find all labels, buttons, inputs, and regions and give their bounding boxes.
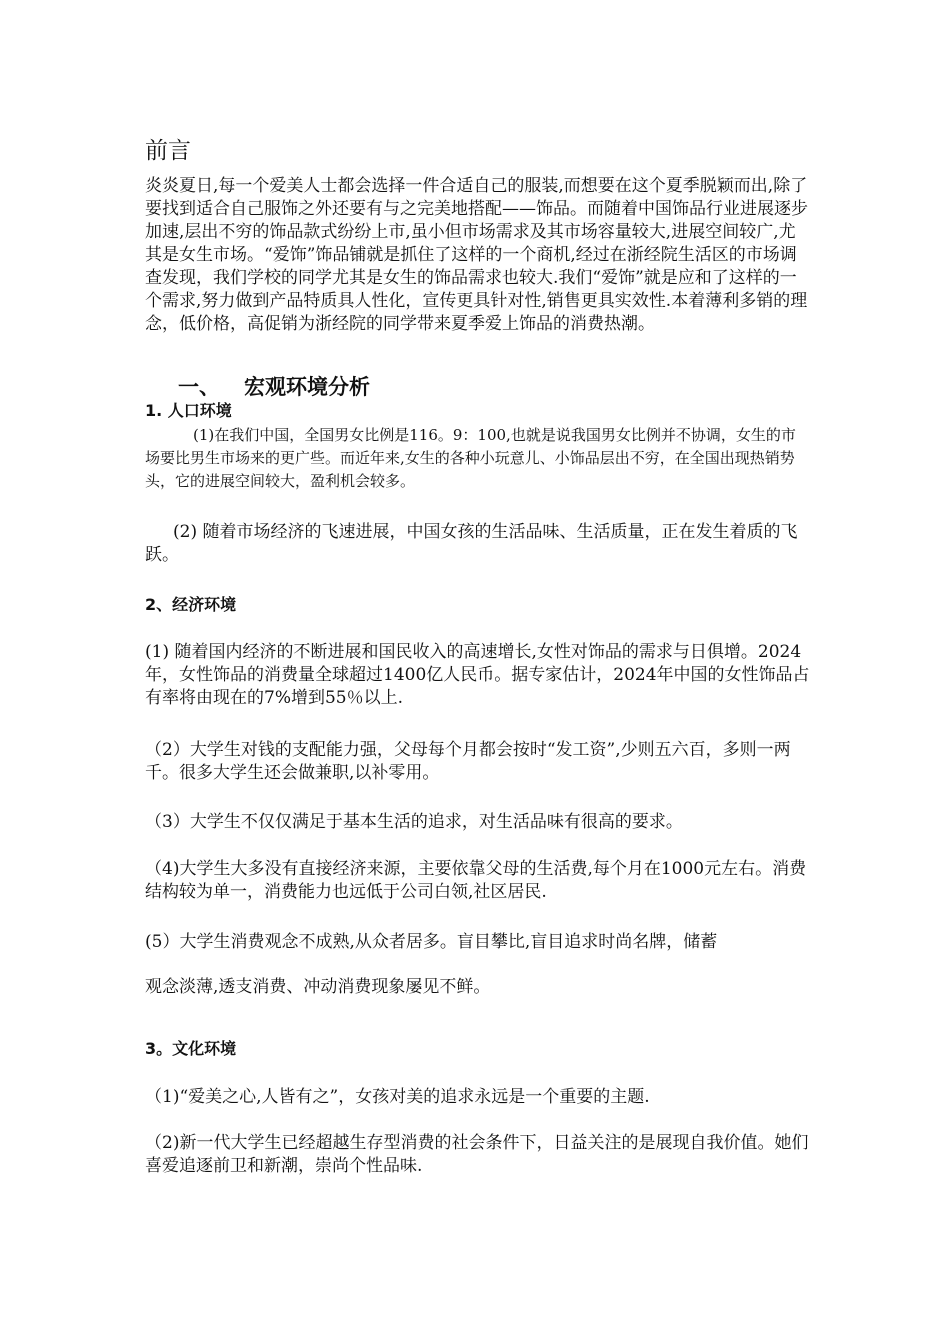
section-title: 宏观环境分析: [244, 374, 370, 399]
preface-title: 前言: [145, 138, 191, 164]
population-paragraph-2: (2) 随着市场经济的飞速进展，中国女孩的生活品味、生活质量，正在发生着质的飞跃。: [145, 522, 798, 565]
section-heading-macro-environment: [178, 374, 370, 400]
culture-paragraph-2: （2)新一代大学生已经超越生存型消费的社会条件下，日益关注的是展现自我价值。她们喜爱追逐前卫和新潮，崇尚个性品味.: [145, 1133, 809, 1176]
culture-paragraph-1: （1)“爱美之心,人皆有之”，女孩对美的追求永远是一个重要的主题.: [145, 1087, 650, 1107]
economy-paragraph-1: (1) 随着国内经济的不断进展和国民收入的高速增长,女性对饰品的需求与日俱增。2024年，女性饰品的消费量全球超过1400亿人民币。据专家估计，2024年中国的女性饰品占有率将由现在的7%增到55％以上.: [145, 642, 810, 708]
economy-paragraph-3: （3）大学生不仅仅满足于基本生活的追求，对生活品味有很高的要求。: [145, 812, 683, 832]
economy-paragraph-5a: (5）大学生消费观念不成熟,从众者居多。盲目攀比,盲目追求时尚名牌，储蓄: [145, 932, 718, 952]
preface-body: 炎炎夏日,每一个爱美人士都会选择一件合适自己的服装,而想要在这个夏季脱颖而出,除了要找到适合自己服饰之外还要有与之完美地搭配——饰品。而随着中国饰品行业进展逐步加速,层出不穷的饰品款式纷纷上市,虽小但市场需求及其市场容量较大,进展空间较广,尤其是女生市场。“爱饰”饰品铺就是抓住了这样的一个商机,经过在浙经院生活区的市场调查发现，我们学校的同学尤其是女生的饰品需求也较大.我们“爱饰”就是应和了这样的一个需求,努力做到产品特质具人性化，宣传更具针对性,销售更具实效性.本着薄利多销的理念，低价格，高促销为浙经院的同学带来夏季爱上饰品的消费热潮。: [145, 176, 808, 334]
heading-economy: 2、经济环境: [145, 595, 237, 614]
heading-population: 1. 人口环境: [145, 401, 232, 420]
population-paragraph-1: (1)在我们中国，全国男女比例是116。9：100,也就是说我国男女比例并不协调，女生的市场要比男生市场来的更广些。而近年来,女生的各种小玩意儿、小饰品层出不穷，在全国出现热销势头，它的进展空间较大，盈利机会较多。: [145, 426, 796, 490]
section-number: 一、: [178, 374, 220, 399]
economy-paragraph-2: （2）大学生对钱的支配能力强，父母每个月都会按时“发工资”,少则五六百，多则一两千。很多大学生还会做兼职,以补零用。: [145, 740, 791, 783]
heading-culture: 3。文化环境: [145, 1039, 237, 1058]
economy-paragraph-4: （4)大学生大多没有直接经济来源，主要依靠父母的生活费,每个月在1000元左右。消费结构较为单一，消费能力也远低于公司白领,社区居民.: [145, 859, 807, 902]
economy-paragraph-5b: 观念淡薄,透支消费、冲动消费现象屡见不鲜。: [145, 977, 491, 997]
